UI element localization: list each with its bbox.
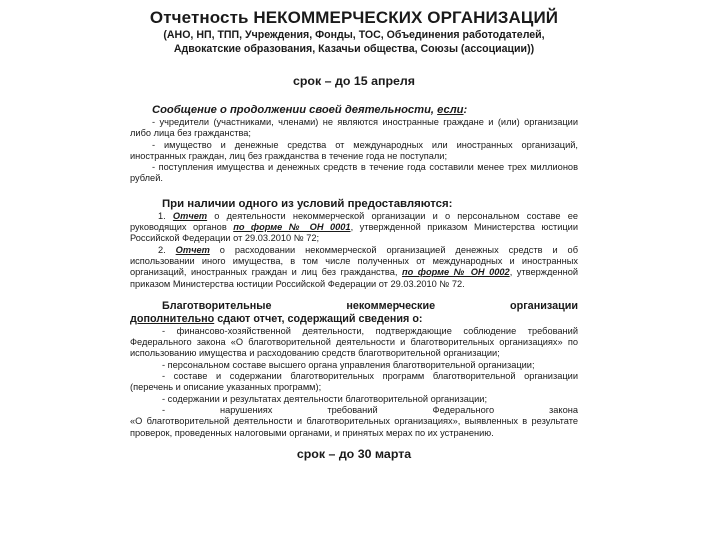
report-item-2: [130, 245, 578, 290]
report-1-form: по форме № ОН 0001: [233, 222, 351, 233]
notice-heading: [130, 103, 578, 117]
charity-item-5-word-5: закона: [549, 404, 578, 415]
notice-heading-emph: если: [437, 104, 464, 116]
charity-subheading: [130, 313, 578, 326]
charity-item-3: - составе и содержании благотворительных программ благотворительной организации (перечень и описание указанных программ);: [130, 371, 578, 393]
charity-item-2: - персональном составе высшего органа управления благотворительной организации;: [162, 359, 535, 370]
report-2-form: по форме № ОН 0002: [401, 267, 510, 278]
charity-heading-word-1: Благотворительные: [162, 299, 272, 312]
notice-heading-prefix: Сообщение о продолжении своей деятельности,: [152, 104, 438, 116]
report-1-text-a: о деятельности некоммерческой организации и о персональном составе ее руководящих органов: [130, 210, 578, 233]
report-1-number: 1.: [158, 210, 173, 221]
report-2-text-a: о расходовании некоммерческой организацией денежных средств и об использовании иного имущества, в том числе полученных от международных и иностранных организаций, иностранных граждан и лиц без гражданства,: [130, 244, 578, 278]
notice-item-2: - имущество и денежные средства от международных или иностранных организаций, иностранных граждан, лиц без гражданства в течение года не поступали;: [130, 139, 578, 161]
notice-item-1: - учредители (участниками, членами) не являются иностранные граждане и (или) организации либо лица без гражданства;: [130, 117, 578, 139]
report-1-text-b: , утвержденной приказом Министерства юстиции Российской Федерации от 29.03.2010 № 72;: [130, 222, 578, 244]
charity-item-1: - финансово-хозяйственной деятельности, подтверждающие соблюдение требований Федерального закона «О благотворительной деятельности и благотворительных организациях» по использованию имущества и расходованию средств благотворительной организации;: [130, 325, 578, 359]
subtitle-line-1: (АНО, НП, ТПП, Учреждения, Фонды, ТОС, Объединения работодателей,: [163, 29, 545, 41]
report-1-label: Отчет: [172, 210, 208, 221]
charity-list: [130, 326, 578, 439]
charity-item-5-word-1: -: [162, 404, 166, 415]
charity-sub-rest: сдают отчет, содержащий сведения о:: [214, 312, 423, 325]
notice-heading-suffix: :: [463, 104, 468, 116]
charity-heading-word-3: организации: [510, 299, 578, 312]
charity-item-5-word-3: требований: [327, 404, 378, 415]
charity-sub-emph: дополнительно: [130, 312, 215, 325]
charity-item-4: - содержании и результатах деятельности благотворительной организации;: [162, 393, 488, 404]
page-title: Отчетность НЕКОММЕРЧЕСКИХ ОРГАНИЗАЦИЙ: [149, 8, 559, 27]
charity-item-5-word-4: Федерального: [432, 404, 495, 415]
deadline-april: срок – до 15 апреля: [292, 74, 416, 88]
subtitle-line-2: Адвокатские образования, Казачьи общества, Союзы (ассоциации)): [173, 42, 535, 55]
report-2-label: Отчет: [175, 244, 210, 255]
charity-item-5-word-2: нарушениях: [220, 404, 273, 415]
charity-section: [130, 300, 578, 439]
conditions-heading: При наличии одного из условий предоставляются:: [162, 197, 453, 210]
charity-item-5-rest: «О благотворительной деятельности и благотворительных организациях», выявленных в результате проверок, проведенных налоговыми органами, и принятых мерах по их устранению.: [130, 416, 578, 438]
report-2-number: 2.: [158, 244, 176, 255]
charity-item-5-first-line: [130, 405, 578, 416]
report-2-text-b: , утвержденной приказом Министерства юстиции Российской Федерации от 29.03.2010 № 72.: [130, 267, 579, 289]
deadline-march: срок – до 30 марта: [296, 446, 412, 461]
charity-heading: [130, 300, 578, 313]
report-item-1: [130, 211, 578, 245]
notice-item-3: - поступления имущества и денежных средств в течение года составили менее трех миллионов рублей.: [130, 162, 578, 184]
charity-heading-word-2: некоммерческие: [346, 299, 436, 312]
